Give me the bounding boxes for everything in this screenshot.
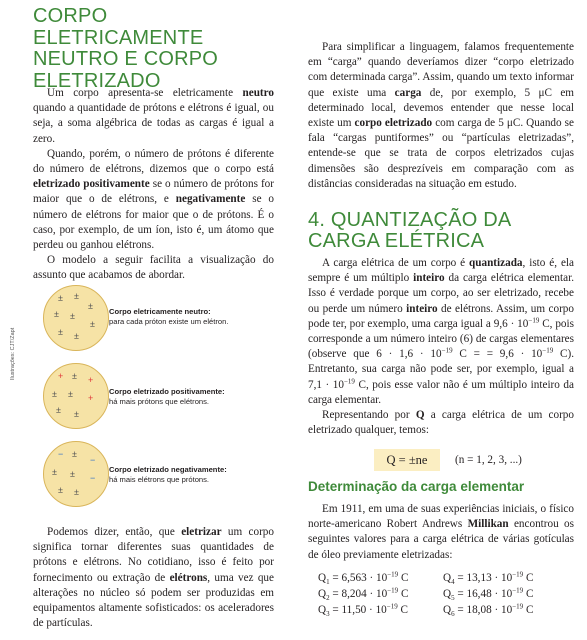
paragraph-quantized: A carga elétrica de um corpo é quantizada, isto é, ela sempre é um múltiplo inteiro da carga elétrica elementar. Isso é verdade porque um corpo, ao ser eletrizado, recebe ou perde um número inteiro de elétrons. Assim, um corpo pode ter, por exemplo, uma carga igual a $9,6 \cdot 10^{-19}$ C, pois corresponde a um número inteiro (6) de cargas elementares (observe que $6 \cdot 1,6 \cdot 10^{-19}$ C = = $9,6 \cdot 10^{-19}$ C). Entretanto, sua carga não pode ser, por exemplo, igual a $7,1 \cdot 10^{-19}$ C, pois esse valor não é um múltiplo inteiro da carga elementar. bbox=[308, 257, 575, 406]
charge-value: $Q_1 = 6,563 \cdot 10^{-19}$ C bbox=[318, 570, 409, 587]
paragraph-eletrizado: Quando, porém, o número de prótons é diferente do número de elétrons, dizemos que o corpo está eletrizado positivamente se o número de prótons for maior que o de elétrons, e negativamente se o número de elétrons for maior que o de prótons. É o caso, por exemplo, de um íon, isto é, um átomo que perdeu ou ganhou elétrons. bbox=[33, 147, 274, 252]
charge-diagram bbox=[43, 285, 283, 505]
left-text-bottom bbox=[33, 525, 274, 631]
paragraph-language: Para simplificar a linguagem, falamos frequentemente em “carga” quando deveríamos dizer “corpo eletrizado com determinada carga”. Assim, quando um texto informar que existe uma carga de, por exemplo, 5 μC em determinado local, devemos entender que nesse local existe um corpo eletrizado com carga de 5 μC. Quando se fala “cargas puntiformes” ou “partículas eletrizadas”, entende-se que se trata de corpos eletrizados cujas dimensões são desprezíveis em comparação com as distâncias consideradas na situação em estudo. bbox=[308, 41, 575, 190]
charges-row bbox=[318, 570, 568, 586]
paragraph-neutral: Um corpo apresenta-se eletricamente neutro quando a quantidade de prótons e elétrons é igual, ou seja, a soma algébrica de todas as cargas é igual a zero. bbox=[33, 87, 274, 145]
subsection-title-millikan: Determinação da carga elementar bbox=[308, 479, 525, 494]
charge-value: $Q_3 = 11,50 \cdot 10^{-19}$ C bbox=[318, 602, 408, 619]
charge-value: $Q_2 = 8,204 \cdot 10^{-19}$ C bbox=[318, 586, 409, 603]
paragraph-millikan: Em 1911, em uma de suas experiências iniciais, o físico norte-americano Robert Andrews Millikan encontrou os seguintes valores para a carga elétrica de várias gotículas de óleo previamente eletrizadas: bbox=[308, 503, 574, 561]
right-text-bottom bbox=[308, 502, 574, 563]
right-text-middle bbox=[308, 256, 574, 438]
paragraph-eletrizar: Podemos dizer, então, que eletrizar um corpo significa tornar diferentes suas quantidades de prótons e elétrons. No cotidiano, isso é feito por fornecimento ou extração de elétrons, uma vez que alterações no núcleo só podem ser produzidas em equipamentos altamente sofisticados: os aceleradores de partículas. bbox=[33, 526, 274, 630]
negative-body-illustration: − ± − ± ± − ± ± bbox=[43, 441, 109, 507]
paragraph-model-intro: O modelo a seguir facilita a visualização do assunto que acabamos de abordar. bbox=[33, 254, 274, 282]
section-title-quantization: 4. QUANTIZAÇÃO DA CARGA ELÉTRICA bbox=[308, 209, 511, 252]
charge-value: $Q_4 = 13,13 \cdot 10^{-19}$ C bbox=[443, 570, 534, 587]
right-text-top bbox=[308, 40, 574, 192]
neutral-label: Corpo eletricamente neutro: para cada próton existe um elétron. bbox=[109, 307, 229, 326]
charges-row bbox=[318, 586, 568, 602]
left-text-top bbox=[33, 86, 274, 284]
formula-condition: (n = 1, 2, 3, ...) bbox=[455, 454, 522, 466]
paragraph-representing: Representando por Q a carga elétrica de um corpo eletrizado qualquer, temos: bbox=[308, 409, 574, 437]
neutral-body-illustration: ± ± ± ± ± ± ± ± bbox=[43, 285, 109, 351]
charge-value: $Q_6 = 18,08 \cdot 10^{-19}$ C bbox=[443, 602, 534, 619]
charge-value: $Q_5 = 16,48 \cdot 10^{-19}$ C bbox=[443, 586, 534, 603]
charge-formula: Q = ±ne bbox=[374, 449, 440, 471]
illustration-credit: Ilustrações: CJT/Zapt bbox=[10, 327, 16, 380]
millikan-charges-table bbox=[318, 570, 568, 618]
positive-body-illustration: + ± + ± ± + ± ± bbox=[43, 363, 109, 429]
charges-row bbox=[318, 602, 568, 618]
positive-label: Corpo eletrizado positivamente: há mais prótons que elétrons. bbox=[109, 387, 225, 406]
section-title-neutral: CORPO ELETRICAMENTE NEUTRO E CORPO ELETRIZADO bbox=[33, 5, 219, 92]
negative-label: Corpo eletrizado negativamente: há mais elétrons que prótons. bbox=[109, 465, 227, 484]
